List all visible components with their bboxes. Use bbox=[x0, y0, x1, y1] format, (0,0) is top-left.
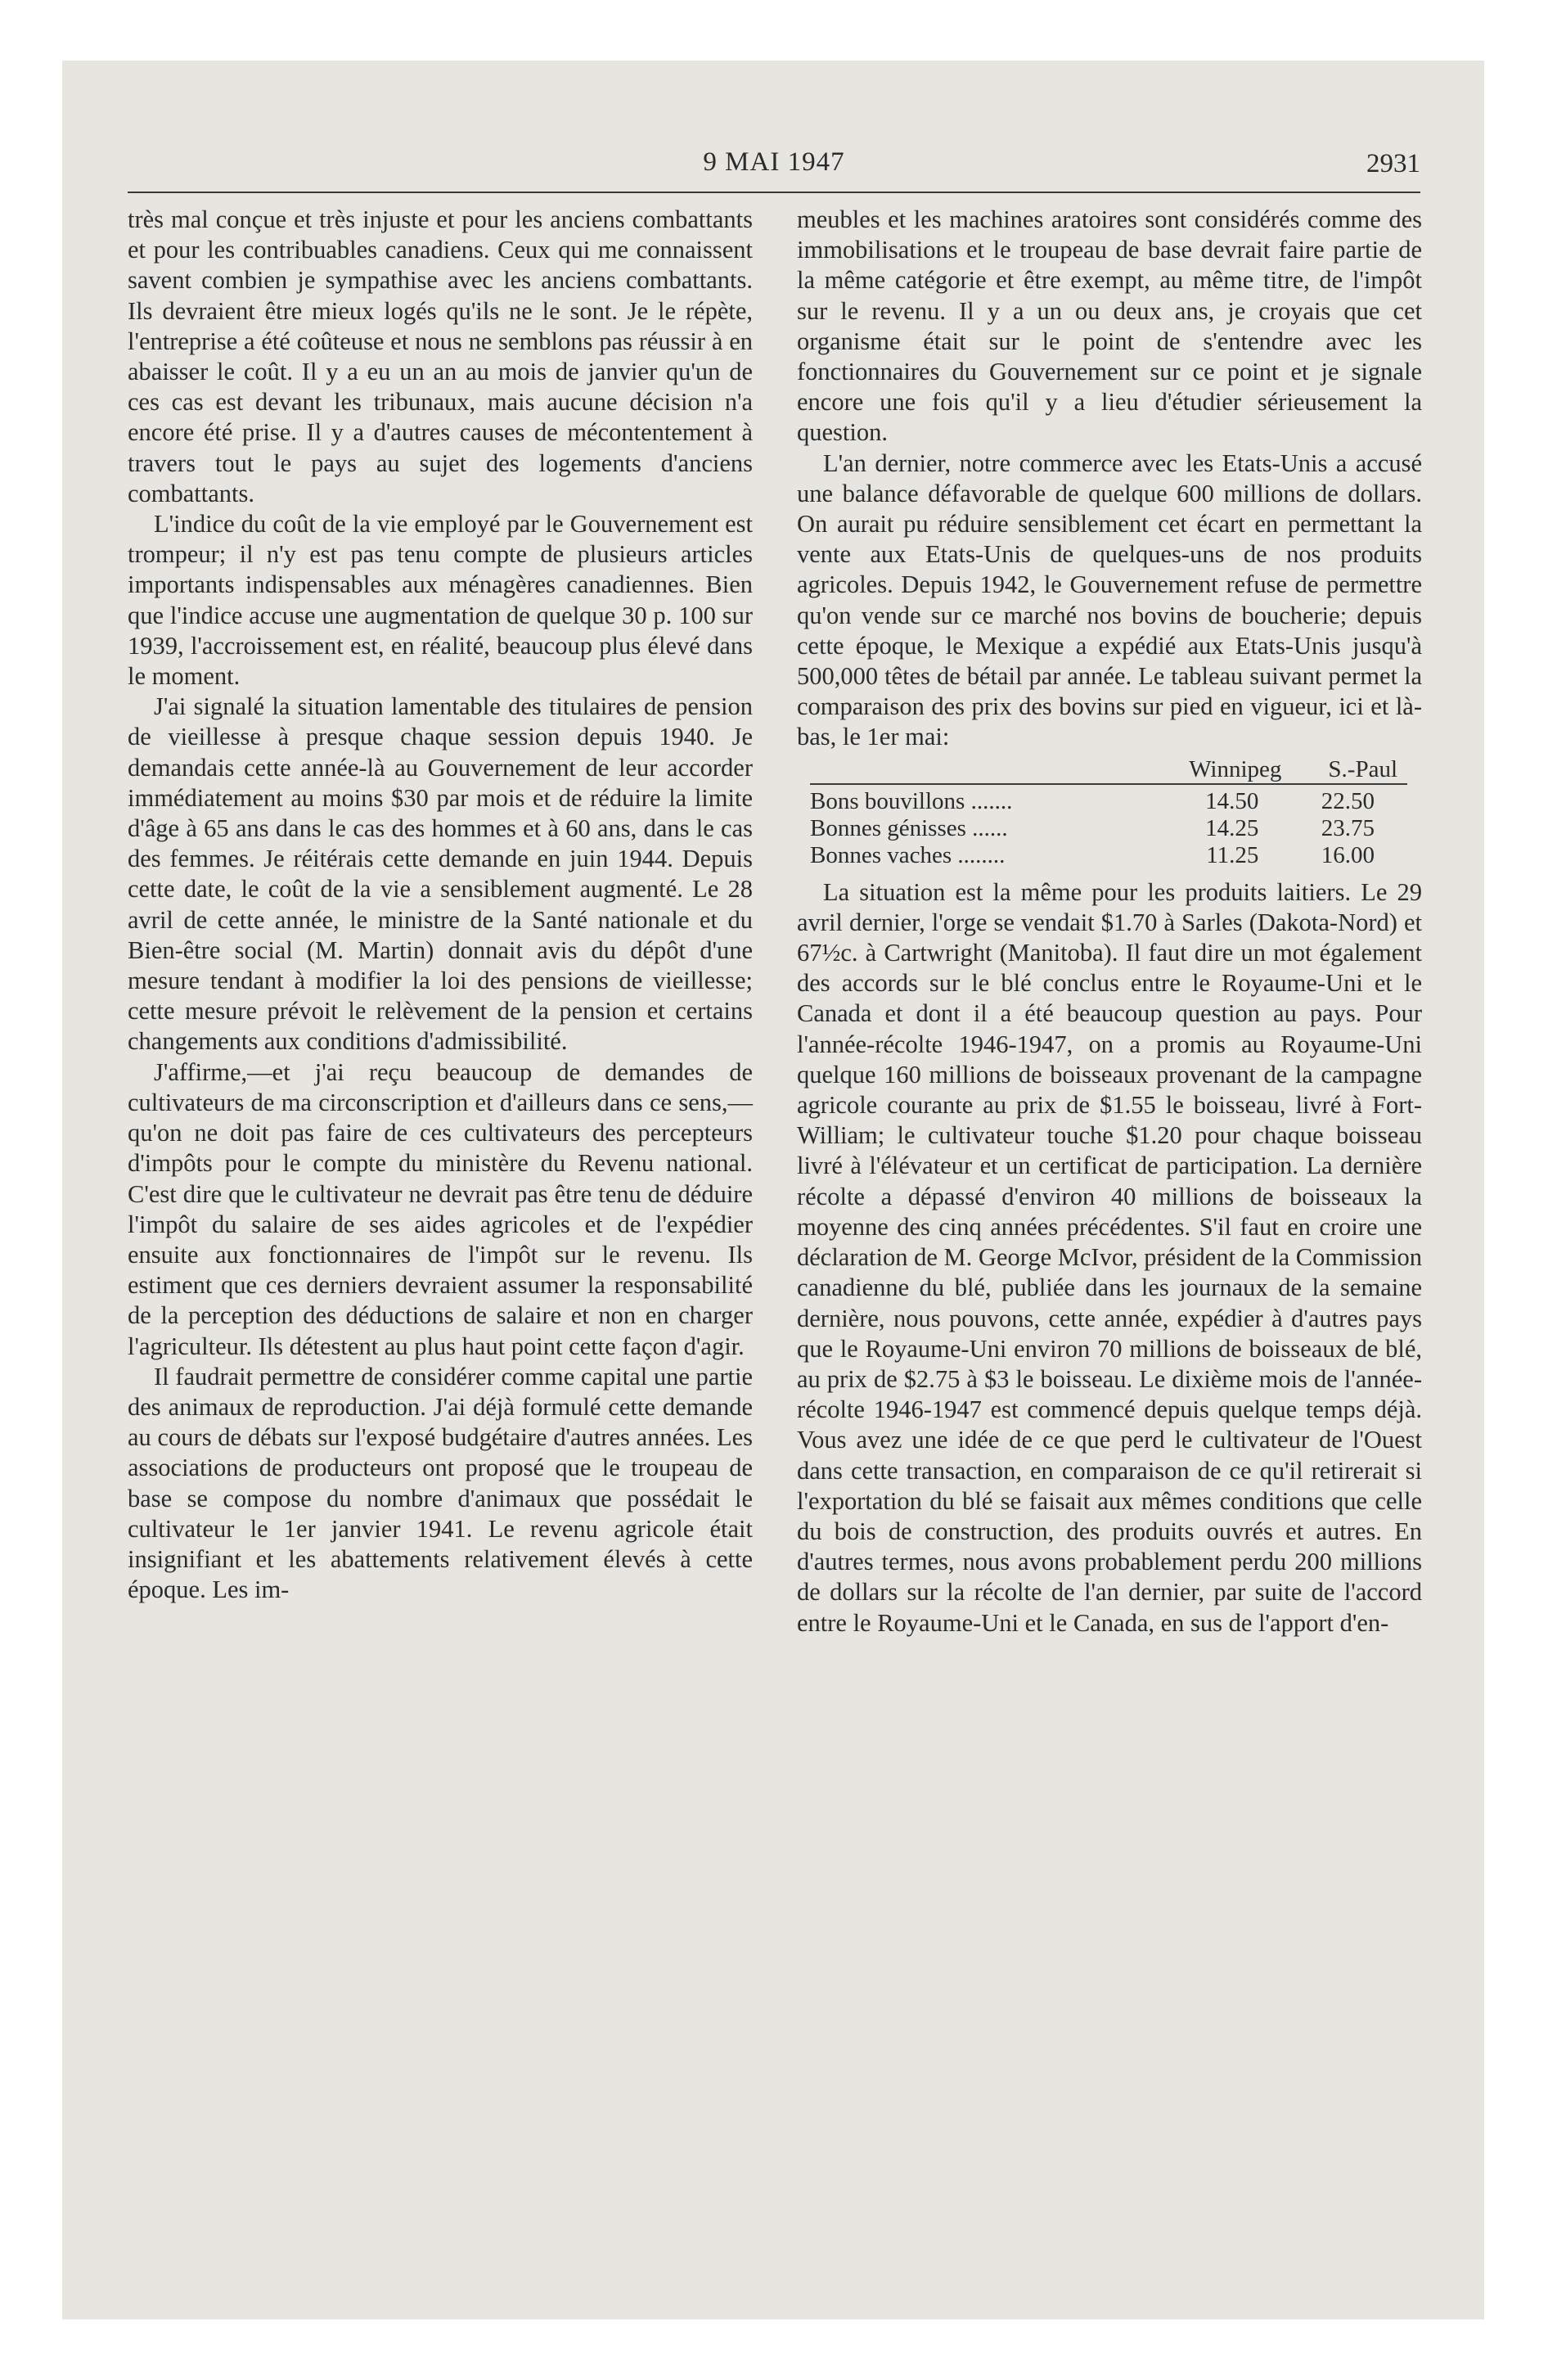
table-row bbox=[810, 788, 1407, 815]
left-column bbox=[128, 205, 753, 1605]
paragraph: meubles et les machines aratoires sont considérés comme des immobilisations et le troupeau de base devrait faire partie de la même catégorie et être exempt, au même titre, de l'impôt sur le revenu. Il y a un ou deux ans, je croyais que cet organisme était sur le point de s'entendre avec les fonctionnaires du Gouvernement sur ce point et je signale encore une fois qu'il y a lieu d'étudier sérieusement la question. bbox=[797, 205, 1422, 447]
row-label: Bonnes génisses ...... bbox=[810, 814, 1008, 841]
paragraph: Il faudrait permettre de considérer comme capital une partie des animaux de reproduction. J'ai déjà formulé cette demande au cours de débats sur l'exposé budgétaire d'autres années. Les associations de producteurs ont proposé que le troupeau de base se compose du nombre d'animaux que possédait le cultivateur le 1er janvier 1941. Le revenu agricole était insignifiant et les abattements relativement élevés à cette époque. Les im- bbox=[128, 1362, 753, 1604]
winnipeg-price: 14.25 bbox=[1205, 814, 1259, 841]
st-paul-price: 23.75 bbox=[1321, 814, 1375, 841]
price-comparison-table bbox=[810, 756, 1407, 869]
document-page bbox=[62, 61, 1484, 2319]
winnipeg-price: 14.50 bbox=[1205, 787, 1259, 814]
header-date: 9 MAI 1947 bbox=[703, 147, 845, 177]
st-paul-price: 16.00 bbox=[1321, 841, 1375, 868]
page-header bbox=[128, 142, 1420, 192]
paragraph: J'affirme,—et j'ai reçu beaucoup de demandes de cultivateurs de ma circonscription et d'ailleurs dans ce sens,—qu'on ne doit pas faire de ces cultivateurs des percepteurs d'impôts pour le compte du ministère du Revenu national. C'est dire que le cultivateur ne devrait pas être tenu de déduire l'impôt du salaire de ses aides agricoles et de l'expédier ensuite aux fonctionnaires de l'impôt sur le revenu. Ils estiment que ces derniers devraient assumer la responsabilité de la perception des déductions de salaire et non en charger l'agriculteur. Ils détestent au plus haut point cette façon d'agir. bbox=[128, 1057, 753, 1360]
paragraph: très mal conçue et très injuste et pour les anciens combattants et pour les contribuables canadiens. Ceux qui me connaissent savent combien je sympathise avec les anciens combattants. Ils devraient être mieux logés qu'ils ne le sont. Je le répète, l'entreprise a été coûteuse et nous ne semblons pas réussir à en abaisser le coût. Il y a eu un an au mois de janvier qu'un de ces cas est devant les tribunaux, mais aucune décision n'a encore été prise. Il y a d'autres causes de mécontentement à travers tout le pays au sujet des logements d'anciens combattants. bbox=[128, 205, 753, 507]
table-row bbox=[810, 815, 1407, 842]
header-rule bbox=[128, 192, 1420, 193]
table-header-winnipeg: Winnipeg bbox=[1189, 755, 1282, 782]
winnipeg-price: 11.25 bbox=[1206, 841, 1259, 868]
row-label: Bons bouvillons ....... bbox=[810, 787, 1013, 814]
table-header-st-paul: S.-Paul bbox=[1328, 755, 1397, 782]
paragraph: La situation est la même pour les produits laitiers. Le 29 avril dernier, l'orge se vendait $1.70 à Sarles (Dakota-Nord) et 67½c. à Cartwright (Manitoba). Il faut dire un mot également des accords sur le blé conclus entre le Royaume-Uni et le Canada et dont il a été beaucoup question au pays. Pour l'année-récolte 1946-1947, on a promis au Royaume-Uni quelque 160 millions de boisseaux provenant de la campagne agricole courante au prix de $1.55 le boisseau, livré à Fort-William; le cultivateur touche $1.20 pour chaque boisseau livré à l'élévateur et un certificat de participation. La dernière récolte a dépassé d'environ 40 millions de boisseaux la moyenne des cinq années précédentes. S'il faut en croire une déclaration de M. George McIvor, président de la Commission canadienne du blé, publiée dans les journaux de la semaine dernière, nous pouvons, cette année, expédier à d'autres pays que le Royaume-Uni environ 70 millions de boisseaux de blé, au prix de $2.75 à $3 le boisseau. Le dixième mois de l'année-récolte 1946-1947 est commencé depuis quelque temps déjà. Vous avez une idée de ce que perd le cultivateur de l'Ouest dans cette transaction, en comparaison de ce qu'il retirerait si l'exportation du blé se faisait aux mêmes conditions que celle du bois de construction, des produits ouvrés et autres. En d'autres termes, nous avons probablement perdu 200 millions de dollars sur la récolte de l'an dernier, par suite de l'accord entre le Royaume-Uni et le Canada, en sus de l'apport d'en- bbox=[797, 877, 1422, 1637]
paragraph: J'ai signalé la situation lamentable des titulaires de pension de vieillesse à presque chaque session depuis 1940. Je demandais cette année-là au Gouvernement de leur accorder immédiatement au moins $30 par mois et de réduire la limite d'âge à 65 ans dans le cas des hommes et à 60 ans, dans le cas des femmes. Je réitérais cette demande en juin 1944. Depuis cette date, le coût de la vie a sensiblement augmenté. Le 28 avril de cette année, le ministre de la Santé nationale et du Bien-être social (M. Martin) donnait avis du dépôt d'une mesure tendant à modifier la loi des pensions de vieillesse; cette mesure prévoit le relèvement de la pension et certains changements aux conditions d'admissibilité. bbox=[128, 692, 753, 1056]
row-label: Bonnes vaches ........ bbox=[810, 841, 1006, 868]
paragraph: L'an dernier, notre commerce avec les Etats-Unis a accusé une balance défavorable de quelque 600 millions de dollars. On aurait pu réduire sensiblement cet écart en permettant la vente aux Etats-Unis de quelques-uns de nos produits agricoles. Depuis 1942, le Gouvernement refuse de permettre qu'on vende sur ce marché nos bovins de boucherie; depuis cette époque, le Mexique a expédié aux Etats-Unis jusqu'à 500,000 têtes de bétail par année. Le tableau suivant permet la comparaison des prix des bovins sur pied en vigueur, ici et là-bas, le 1er mai: bbox=[797, 449, 1422, 751]
st-paul-price: 22.50 bbox=[1321, 787, 1375, 814]
table-row bbox=[810, 842, 1407, 869]
page-number: 2931 bbox=[1366, 149, 1420, 178]
paragraph: L'indice du coût de la vie employé par le Gouvernement est trompeur; il n'y est pas tenu compte de plusieurs articles importants indispensables aux ménagères canadiennes. Bien que l'indice accuse une augmentation de quelque 30 p. 100 sur 1939, l'accroissement est, en réalité, beaucoup plus élevé dans le moment. bbox=[128, 510, 753, 691]
right-column bbox=[797, 205, 1422, 1639]
